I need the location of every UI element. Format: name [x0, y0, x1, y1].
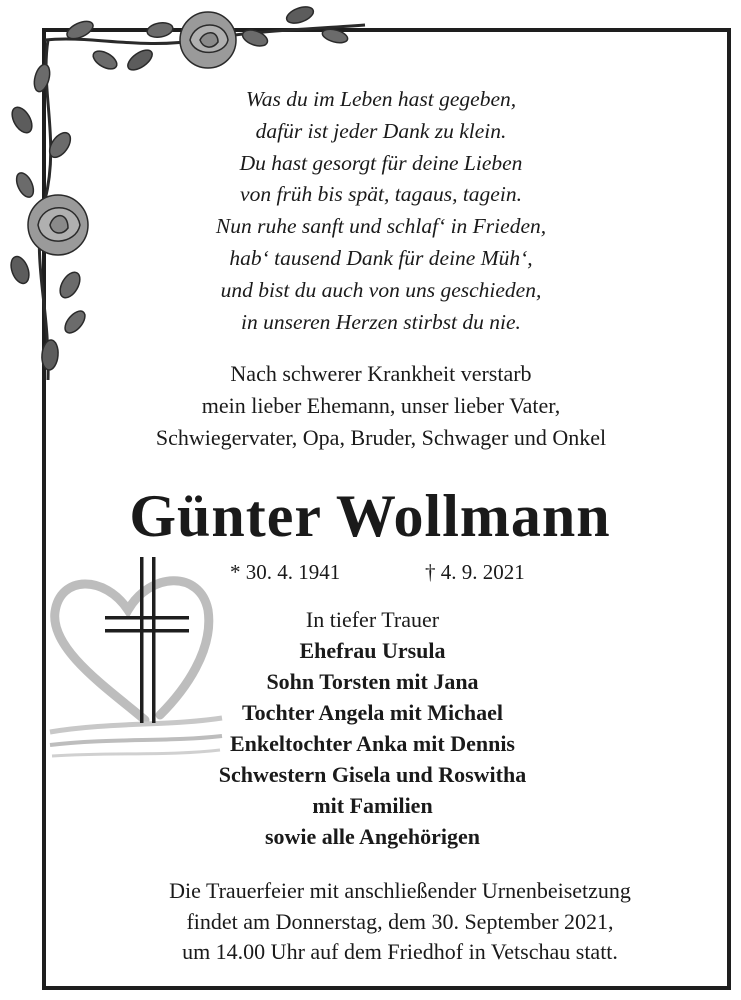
poem-line: Du hast gesorgt für deine Lieben	[239, 150, 523, 175]
funeral-info	[80, 876, 720, 968]
poem-line: Was du im Leben hast gegeben,	[245, 87, 517, 111]
funeral-line: um 14.00 Uhr auf dem Friedhof in Vetschau statt.	[182, 939, 618, 964]
poem-line: und bist du auch von uns geschieden,	[220, 277, 542, 302]
funeral-line: Die Trauerfeier mit anschließender Urnenbeisetzung	[169, 878, 631, 903]
intro-line: mein lieber Ehemann, unser lieber Vater,	[201, 393, 561, 418]
mourners-list	[175, 604, 570, 852]
poem-line: in unseren Herzen stirbst du nie.	[241, 309, 521, 334]
mourner-line: Tochter Angela mit Michael	[242, 700, 503, 725]
mourner-line: mit Familien	[312, 793, 433, 818]
poem-line: von früh bis spät, tagaus, tagein.	[240, 182, 522, 207]
poem-line: hab‘ tausend Dank für deine Müh‘,	[229, 245, 533, 270]
mourner-line: Sohn Torsten mit Jana	[266, 669, 479, 694]
rose-top	[180, 12, 236, 68]
birth-date: * 30. 4. 1941	[230, 560, 341, 584]
intro-line: Schwiegervater, Opa, Bruder, Schwager und Onkel	[155, 425, 607, 450]
mourning-intro: In tiefer Trauer	[305, 607, 440, 632]
mourner-line: Schwestern Gisela und Roswitha	[218, 762, 527, 787]
death-date: † 4. 9. 2021	[425, 560, 525, 584]
death-notice-intro	[60, 358, 702, 454]
deceased-name: Günter Wollmann	[129, 483, 611, 549]
mourner-line: sowie alle Angehörigen	[264, 824, 481, 849]
funeral-line: findet am Donnerstag, dem 30. September 2021,	[186, 908, 614, 934]
mourner-line: Ehefrau Ursula	[299, 638, 446, 663]
memorial-poem	[60, 84, 702, 338]
mourner-line: Enkeltochter Anka mit Dennis	[229, 731, 515, 756]
poem-line: dafür ist jeder Dank zu klein.	[255, 118, 507, 143]
intro-line: Nach schwerer Krankheit verstarb	[230, 361, 532, 386]
poem-line: Nun ruhe sanft und schlaf‘ in Frieden,	[215, 214, 547, 239]
